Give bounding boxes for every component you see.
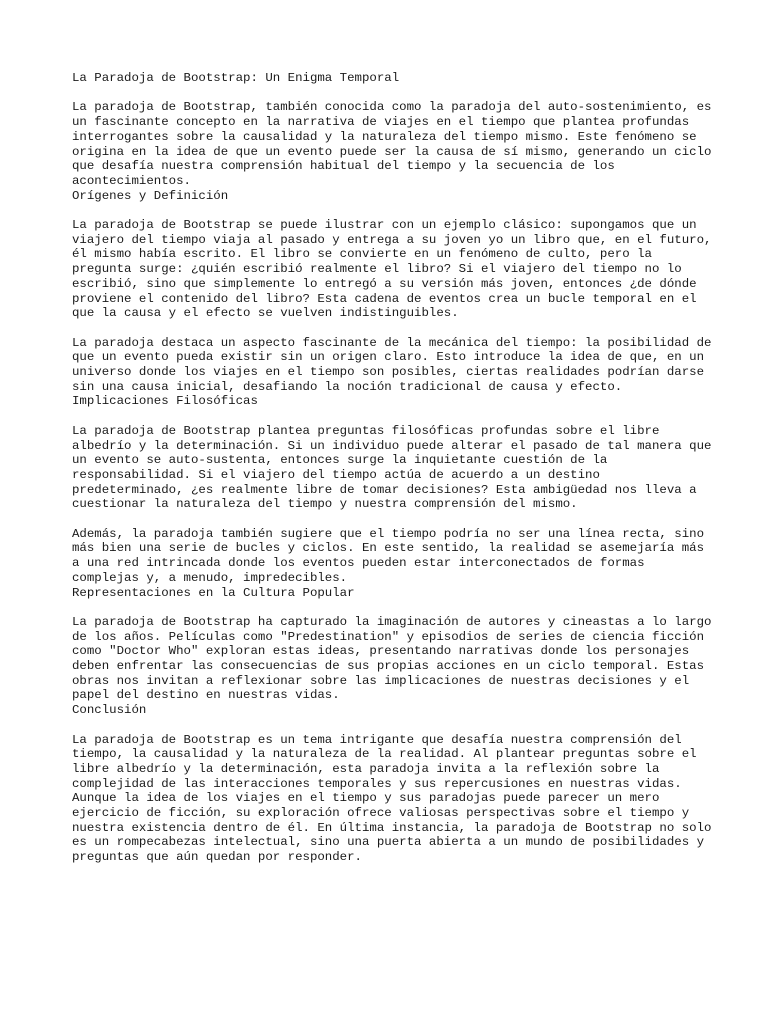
section-heading-philosophy: Implicaciones Filosóficas xyxy=(72,394,258,409)
section-paragraph: Además, la paradoja también sugiere que el tiempo podría no ser una línea recta, sino más bien una serie de bucles y ciclos. En este sentido, la realidad se asemejaría más a una red intrincada donde los eventos pueden estar interconectados de formas complejas y, a menudo, impredecibles. xyxy=(72,526,705,585)
section-heading-popular-culture: Representaciones en la Cultura Popular xyxy=(72,585,355,600)
document-page xyxy=(72,71,712,880)
document-title: La Paradoja de Bootstrap: Un Enigma Temporal xyxy=(72,71,400,85)
section-paragraph: La paradoja de Bootstrap es un tema intrigante que desafía nuestra comprensión del tiempo, la causalidad y la naturaleza de la realidad. Al plantear preguntas sobre el libre albedrío y la determinación, esta paradoja invita a la reflexión sobre la complejidad de las interacciones temporales y sus repercusiones en nuestras vidas. Aunque la idea de los viajes en el tiempo y sus paradojas puede parecer un mero ejercicio de ficción, su exploración ofrece valiosas perspectivas sobre el tiempo y nuestra existencia dentro de él. En última instancia, la paradoja de Bootstrap no solo es un rompecabezas intelectual, sino una puerta abierta a un mundo de posibilidades y preguntas que aún quedan por responder. xyxy=(72,732,712,865)
intro-paragraph: La paradoja de Bootstrap, también conocida como la paradoja del auto-sostenimiento, es un fascinante concepto en la narrativa de viajes en el tiempo que plantea profundas interrogantes sobre la causalidad y la naturaleza del tiempo mismo. Este fenómeno se origina en la idea de que un evento puede ser la causa de sí mismo, generando un ciclo que desafía nuestra comprensión habitual del tiempo y la secuencia de los acontecimientos. xyxy=(72,100,712,188)
section-heading-origins: Orígenes y Definición xyxy=(72,188,229,203)
section-heading-conclusion: Conclusión xyxy=(72,703,147,718)
section-paragraph: La paradoja de Bootstrap ha capturado la imaginación de autores y cineastas a lo largo de los años. Películas como "Predestination" y episodios de series de ciencia ficción como "Doctor Who" exploran estas ideas, presentando narrativas donde los personajes deben enfrentar las consecuencias de sus propias acciones en un ciclo temporal. Estas obras nos invitan a reflexionar sobre las implicaciones de nuestras decisiones y el papel del destino en nuestras vidas. xyxy=(72,614,712,703)
section-paragraph: La paradoja destaca un aspecto fascinante de la mecánica del tiempo: la posibilidad de que un evento pueda existir sin un origen claro. Esto introduce la idea de que, en un universo donde los viajes en el tiempo son posibles, ciertas realidades podrían darse sin una causa inicial, desafiando la noción tradicional de causa y efecto. xyxy=(72,335,712,394)
section-paragraph: La paradoja de Bootstrap se puede ilustrar con un ejemplo clásico: supongamos que un viajero del tiempo viaja al pasado y entrega a su joven yo un libro que, en el futuro, él mismo había escrito. El libro se convierte en un fenómeno de culto, pero la pregunta surge: ¿quién escribió realmente el libro? Si el viajero del tiempo no lo escribió, sino que simplemente lo entregó a su versión más joven, entonces ¿de dónde proviene el contenido del libro? Esta cadena de eventos crea un bucle temporal en el que la causa y el efecto se vuelven indistinguibles. xyxy=(72,218,712,321)
section-paragraph: La paradoja de Bootstrap plantea preguntas filosóficas profundas sobre el libre albedrío y la determinación. Si un individuo puede alterar el pasado de tal manera que un evento se auto-sustenta, entonces surge la inquietante cuestión de la responsabilidad. Si el viajero del tiempo actúa de acuerdo a un destino predeterminado, ¿es realmente libre de tomar decisiones? Esta ambigüedad nos lleva a cuestionar la naturaleza del tiempo y nuestra comprensión del mismo. xyxy=(72,423,712,512)
